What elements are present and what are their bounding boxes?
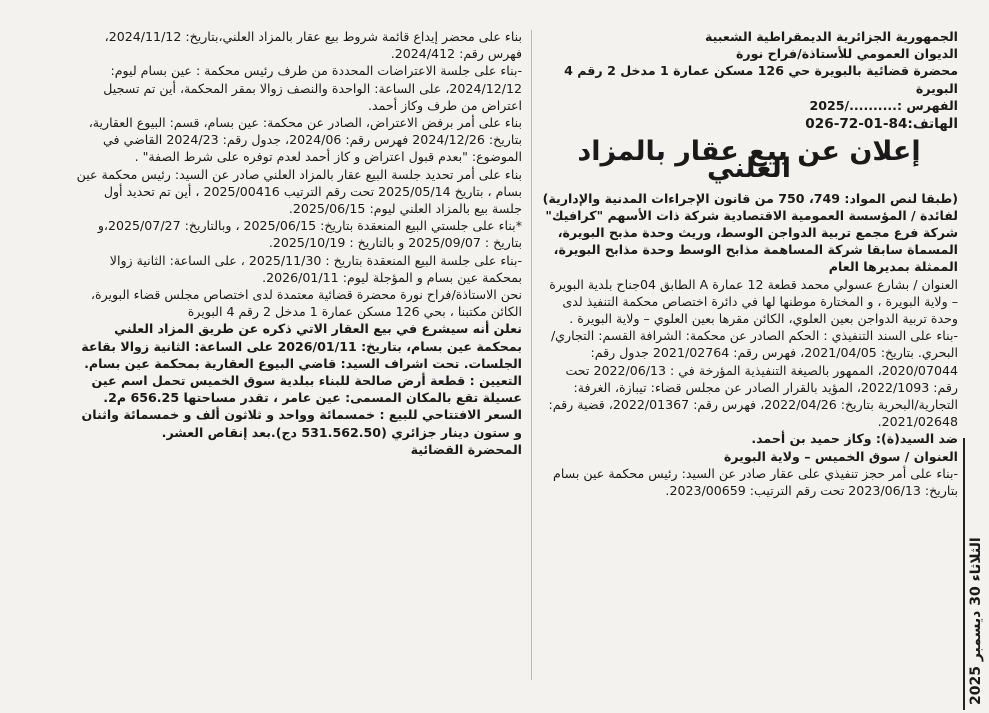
bailiff-signature: المحضرة القضائية	[410, 441, 522, 457]
previous-sessions: *بناء على جلستي البيع المنعقدة بتاريخ: 2025/06/15 ، وبالتاريخ: 2025/07/27،و بتاريخ : 2025/09/07 و بالتاريخ : 2025/10/19.	[97, 218, 522, 251]
bailiff-statement: نحن الاستاذة/فراح نورة محضرة قضائية معتمدة لدى اختصاص مجلس قضاء البويرة، الكائن مكتبنا ، بحي 126 مسكن عمارة 1 مدخل 2 رقم 4 البويرة	[90, 287, 522, 320]
sale-announcement: نعلن أنه سيشرع في بيع العقار الاتي ذكره عن طريق المزاد العلني بمحكمة عين بسام، بتاريخ: 2026/01/11 على الساعة: الثانية زوالا بقاعة الجلسات. تحت اشراف السيد: قاضي البيوع العقارية بمحكمة عين بسام.	[81, 321, 522, 371]
conditions-deposit: بناء على محضر إيداع قائمة شروط بيع عقار بالمزاد العلني،بتاريخ: 2024/11/12، فهرس رقم: 2024/412.	[104, 29, 522, 62]
right-column	[540, 28, 958, 499]
postponed-session: -بناء على جلسة البيع المنعقدة بتاريخ : 2025/11/30 ، على الساعة: الثانية زوالا بمحكمة عين بسام و المؤجلة ليوم: 2026/01/11.	[109, 252, 522, 285]
creditor-intro: (طبقا لنص المواد: 749، 750 من قانون الإجراءات المدنية والإدارية) لفائدة / المؤسسة العمومية الاقتصادية شركة ذات الأسهم "كرافيك" شركة فرع مجمع تربية الدواجن الوسط، وريث وحدة مذبح البويرة، المسماة سابقا شركة المساهمة مذابح الوسط وحدة مذابح البويرة، الممثلة بمديرها العام	[542, 190, 958, 275]
rejection-order: بناء على أمر برفض الاعتراض، الصادر عن محكمة: عين بسام، قسم: البيوع العقارية، بتاريخ: 2024/12/26 فهرس رقم: 2024/06، جدول رقم: 2024/23 القاضي في الموضوع: "بعدم قبول اعتراض و كاز أحمد لعدم توفره على شرط الصفة" .	[88, 115, 522, 165]
side-strip-date: الثلاثاء 30 ديسمبر 2025	[968, 537, 984, 705]
header-address: محضرة قضائية بالبويرة حي 126 مسكن عمارة 1 مدخل 2 رقم 4 البويرة	[564, 63, 958, 96]
header-phone: الهاتف:84-01-72-026	[805, 116, 958, 133]
objections-session: -بناء على جلسة الاعتراضات المحددة من طرف رئيس محكمة : عين بسام ليوم: 2024/12/12، على الساعة: الواحدة والنصف زوالا بمقر المحكمة، أين تم تسجيل اعتراض من طرف وكاز أحمد.	[103, 63, 522, 113]
creditor-address: العنوان / بشارع عسولي محمد قطعة 12 عمارة A الطابق 04جناح بلدية البويرة – ولاية البويرة ، و المختارة موطنها لها في دائرة اختصاص محكمة التنفيذ لدى وحدة تربية الدواجن بعين العلوي، الكائن مقرها بعين العلوي – ولاية البويرة .	[549, 276, 958, 327]
header-office: الديوان العمومي للأستاذة/فراح نورة	[735, 46, 958, 62]
column-divider	[531, 30, 532, 680]
seizure-order: -بناء على أمر حجز تنفيذي على عقار صادر عن السيد: رئيس محكمة عين بسام بتاريخ: 2023/06/13 تحت رقم الترتيب: 2023/00659.	[553, 465, 958, 499]
opening-price: السعر الافتتاحي للبيع : خمسمائة وواحد و ثلاثون ألف و خمسمائة واثنان و ستون دينار جزائري (531.562.50 دج).بعد إنقاص العشر.	[81, 407, 522, 440]
announcement-title: إعلان عن بيع عقار بالمزاد العلني	[577, 136, 921, 185]
executive-title: -بناء على السند التنفيذي : الحكم الصادر عن محكمة: الشرافة القسم: التجاري/ البحري. بتاريخ: 2021/04/05، فهرس رقم: 2021/02764 جدول رقم: 2020/07044، الممهور بالصيغة التنفيذية المؤرخة في : 2022/06/13 تحت رقم: 2022/1093، المؤيد بالقرار الصادر عن مجلس قضاء: تيبازة، الغرفة: التجارية/البحرية بتاريخ: 2022/04/26، فهرس رقم: 2022/01367، قضية رقم: 2021/02648.	[548, 328, 958, 430]
header-index: الفهرس :........../2025	[809, 97, 958, 113]
header-republic: الجمهورية الجزائرية الديمقراطية الشعبية	[705, 29, 958, 44]
left-column	[70, 28, 522, 458]
sale-session-order: بناء على أمر تحديد جلسة البيع عقار بالمزاد العلني صادر عن السيد: رئيس محكمة عين بسام ، بتاريخ 2025/05/14 تحت رقم الترتيب 2025/00416 ، أين تم تحديد أول جلسة بيع بالمزاد العلني ليوم: 2025/06/15.	[76, 166, 522, 217]
debtor-address: العنوان / سوق الخميس – ولاية البويرة	[723, 448, 958, 464]
property-designation: التعيين : قطعة أرض صالحة للبناء ببلدية سوق الخميس تحمل اسم عين عسيلة تقع بالمكان المسمى: عين عامر ، تقدر مساحتها 656.25 م2.	[91, 373, 522, 406]
debtor-name: ضد السيد(ة): وكاز حميد بن أحمد.	[751, 431, 958, 447]
